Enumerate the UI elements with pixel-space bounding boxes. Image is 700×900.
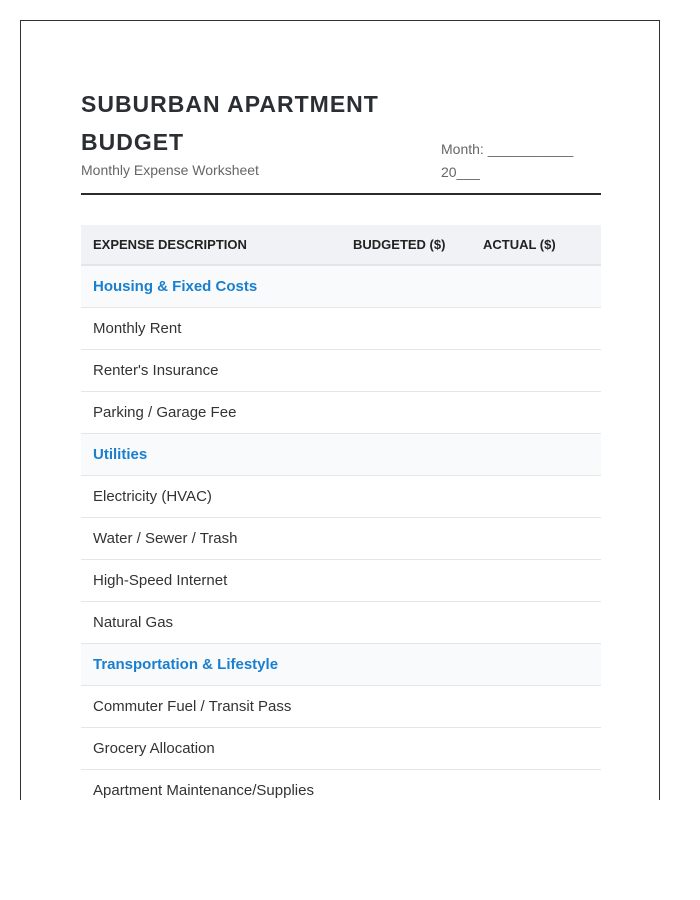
month-field: Month: ___________ xyxy=(441,141,574,157)
actual-cell[interactable] xyxy=(471,728,601,770)
expense-label: Grocery Allocation xyxy=(81,728,341,770)
expense-label: Parking / Garage Fee xyxy=(81,392,341,434)
expense-label: High-Speed Internet xyxy=(81,560,341,602)
worksheet-page xyxy=(20,20,660,800)
section-label: Transportation & Lifestyle xyxy=(81,644,601,686)
budgeted-cell[interactable] xyxy=(341,350,471,392)
table-header-row xyxy=(81,225,601,265)
table-row xyxy=(81,308,601,350)
section-row-housing xyxy=(81,265,601,308)
table-row xyxy=(81,686,601,728)
actual-cell[interactable] xyxy=(471,392,601,434)
table-row xyxy=(81,602,601,644)
table-row xyxy=(81,350,601,392)
budgeted-cell[interactable] xyxy=(341,602,471,644)
table-row xyxy=(81,392,601,434)
page-title: SUBURBAN APARTMENT BUDGET xyxy=(81,91,379,155)
section-row-utilities xyxy=(81,434,601,476)
budgeted-cell[interactable] xyxy=(341,770,471,801)
budgeted-cell[interactable] xyxy=(341,308,471,350)
budgeted-cell[interactable] xyxy=(341,686,471,728)
budgeted-cell[interactable] xyxy=(341,392,471,434)
date-fields xyxy=(441,138,573,184)
actual-cell[interactable] xyxy=(471,308,601,350)
document-header xyxy=(81,85,601,195)
actual-cell[interactable] xyxy=(471,602,601,644)
worksheet-content xyxy=(81,85,601,800)
section-row-transportation xyxy=(81,644,601,686)
expense-label: Apartment Maintenance/Supplies xyxy=(81,770,341,801)
table-row xyxy=(81,518,601,560)
actual-cell[interactable] xyxy=(471,560,601,602)
budgeted-cell[interactable] xyxy=(341,728,471,770)
page-subtitle: Monthly Expense Worksheet xyxy=(81,162,259,178)
budgeted-cell[interactable] xyxy=(341,560,471,602)
table-row xyxy=(81,728,601,770)
table-row xyxy=(81,770,601,801)
actual-cell[interactable] xyxy=(471,350,601,392)
actual-cell[interactable] xyxy=(471,518,601,560)
section-label: Utilities xyxy=(81,434,601,476)
expense-label: Electricity (HVAC) xyxy=(81,476,341,518)
table-row xyxy=(81,560,601,602)
section-label: Housing & Fixed Costs xyxy=(81,265,601,308)
actual-cell[interactable] xyxy=(471,770,601,801)
actual-cell[interactable] xyxy=(471,686,601,728)
year-field: 20___ xyxy=(441,164,480,180)
budgeted-cell[interactable] xyxy=(341,518,471,560)
expense-label: Commuter Fuel / Transit Pass xyxy=(81,686,341,728)
expense-label: Water / Sewer / Trash xyxy=(81,518,341,560)
table-row xyxy=(81,476,601,518)
expense-label: Monthly Rent xyxy=(81,308,341,350)
actual-cell[interactable] xyxy=(471,476,601,518)
expense-label: Natural Gas xyxy=(81,602,341,644)
column-header-budgeted: BUDGETED ($) xyxy=(341,225,471,265)
column-header-description: EXPENSE DESCRIPTION xyxy=(81,225,341,265)
expense-table xyxy=(81,225,601,800)
budgeted-cell[interactable] xyxy=(341,476,471,518)
column-header-actual: ACTUAL ($) xyxy=(471,225,601,265)
expense-label: Renter's Insurance xyxy=(81,350,341,392)
